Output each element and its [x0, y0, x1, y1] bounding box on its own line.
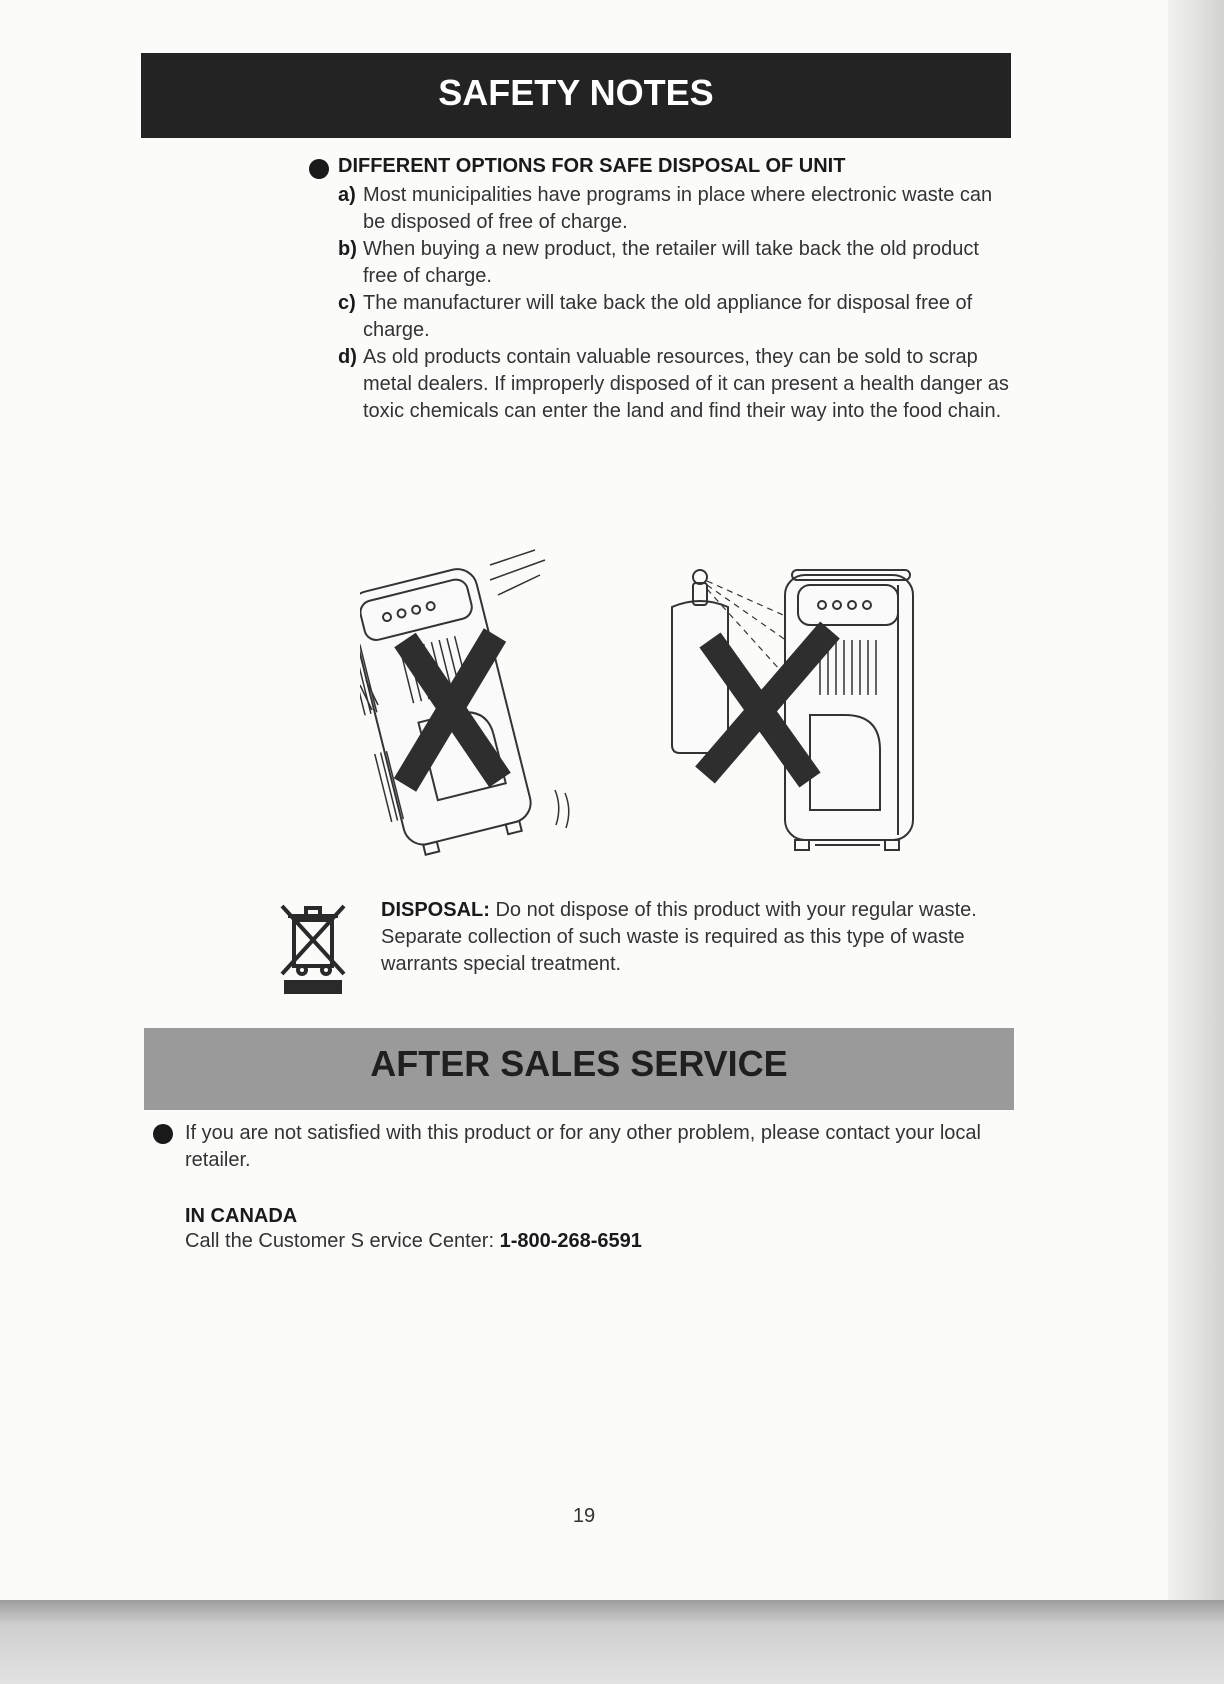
customer-service-line [185, 1230, 642, 1253]
after-sales-banner: AFTER SALES SERVICE [144, 1028, 1014, 1110]
list-item-mark: b) [338, 238, 357, 260]
list-item [338, 344, 1018, 425]
disposal-notice [381, 897, 1001, 978]
call-label: Call the Customer S ervice Center: [185, 1230, 495, 1252]
crossed-bin-icon [274, 898, 352, 996]
bullet-icon [153, 1124, 173, 1144]
list-item [338, 290, 1018, 344]
list-item-text: As old products contain valuable resources, they can be sold to scrap metal dealers. If improperly disposed of it can present a health danger as toxic chemicals can enter the land and find their way into the food chain. [363, 346, 1009, 422]
bullet-icon [309, 159, 329, 179]
scan-bottom-shadow [0, 1600, 1224, 1684]
sprayed-unit-illustration [672, 570, 913, 850]
list-item-text: When buying a new product, the retailer will take back the old product free of charge. [363, 238, 979, 287]
disposal-options-list [338, 182, 1018, 425]
page-edge-shadow [1168, 0, 1224, 1600]
list-item-text: Most municipalities have programs in place where electronic waste can be disposed of free of charge. [363, 184, 993, 233]
after-sales-text: If you are not satisfied with this product or for any other problem, please contact your local retailer. [185, 1122, 981, 1171]
prohibited-handling-illustrations [360, 545, 930, 875]
list-item-mark: d) [338, 346, 357, 368]
list-item [338, 182, 1018, 236]
phone-number: 1-800-268-6591 [499, 1230, 642, 1252]
region-title: IN CANADA [185, 1205, 298, 1227]
page-number: 19 [572, 1505, 596, 1527]
list-item-mark: a) [338, 184, 356, 206]
list-item-text: The manufacturer will take back the old appliance for disposal free of charge. [363, 292, 973, 341]
list-item-mark: c) [338, 292, 356, 314]
disposal-label: DISPOSAL: [381, 899, 490, 921]
disposal-options-heading: DIFFERENT OPTIONS FOR SAFE DISPOSAL OF UNIT [338, 155, 846, 177]
safety-notes-banner: SAFETY NOTES [141, 53, 1011, 138]
list-item [338, 236, 1018, 290]
disposal-text: Do not dispose of this product with your regular waste. Separate collection of such waste is required as this type of waste warrants special treatment. [381, 899, 977, 975]
